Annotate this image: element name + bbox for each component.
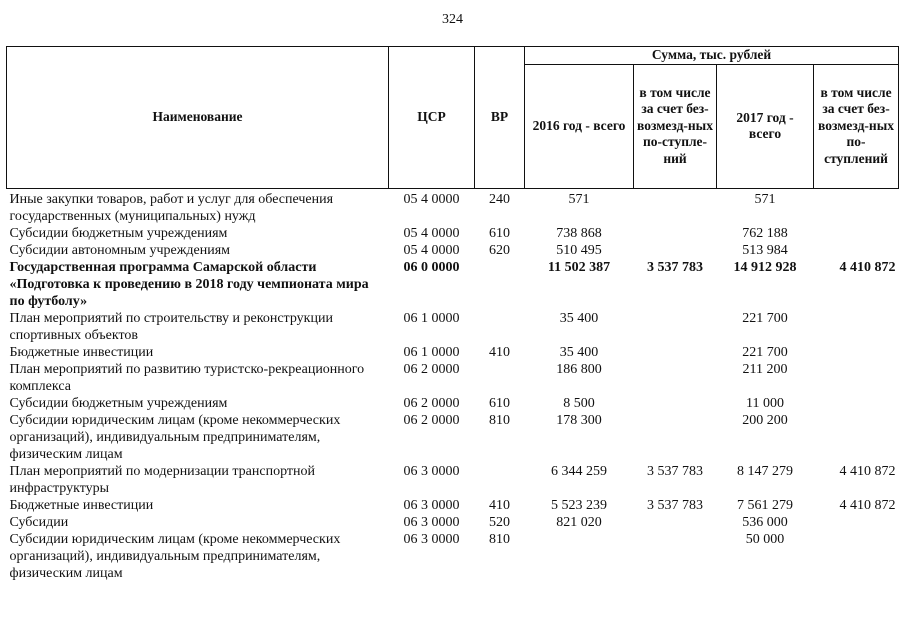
table-body [7, 188, 899, 582]
cell-2017-free [814, 395, 899, 412]
cell-vr: 410 [489, 497, 510, 513]
table-row [7, 188, 899, 225]
cell-2016-free: 3 537 783 [647, 497, 703, 513]
cell-csr: 06 1 0000 [403, 310, 460, 326]
table-row [7, 497, 899, 514]
header-2016-total: 2016 год - всего [525, 64, 634, 188]
cell-vr [475, 463, 525, 497]
cell-name: Бюджетные инвестиции [9, 344, 154, 360]
cell-2017-total: 571 [754, 191, 776, 207]
cell-vr: 610 [489, 225, 510, 241]
cell-csr: 06 1 0000 [403, 344, 460, 360]
cell-csr: 06 3 0000 [403, 531, 460, 547]
cell-2016-free [634, 361, 717, 395]
cell-name: План мероприятий по строительству и реконструкции спортивных объектов [9, 310, 333, 343]
header-2017-free: в том числе за счет без-возмезд-ных по-ступлений [814, 64, 899, 188]
cell-csr: 06 3 0000 [403, 497, 460, 513]
header-vr: ВР [475, 47, 525, 189]
cell-2016-total: 738 868 [556, 225, 602, 241]
cell-2016-free [634, 242, 717, 259]
table-row [7, 259, 899, 310]
header-sum-group: Сумма, тыс. рублей [525, 47, 899, 65]
header-csr: ЦСР [389, 47, 475, 189]
table-row [7, 412, 899, 463]
table-row [7, 344, 899, 361]
cell-vr [475, 361, 525, 395]
cell-2017-free [814, 412, 899, 463]
cell-csr: 06 2 0000 [403, 395, 460, 411]
table-header [7, 47, 899, 189]
cell-2016-total: 5 523 239 [551, 497, 607, 513]
cell-csr: 05 4 0000 [403, 225, 460, 241]
cell-2017-total: 221 700 [742, 310, 788, 326]
table-row [7, 225, 899, 242]
cell-2016-total: 571 [568, 191, 590, 207]
cell-2016-total: 186 800 [556, 361, 602, 377]
header-name: Наименование [7, 47, 389, 189]
cell-2017-free [814, 361, 899, 395]
cell-vr: 410 [489, 344, 510, 360]
cell-name: Субсидии бюджетным учреждениям [9, 225, 228, 241]
cell-vr [475, 259, 525, 310]
budget-table [6, 46, 899, 582]
cell-name: Иные закупки товаров, работ и услуг для обеспечения государственных (муниципальных) нужд [9, 191, 334, 224]
cell-csr: 06 3 0000 [403, 514, 460, 530]
cell-2016-total: 6 344 259 [551, 463, 607, 479]
cell-2017-free: 4 410 872 [839, 259, 896, 275]
cell-2016-total: 510 495 [556, 242, 602, 258]
cell-2016-total: 8 500 [563, 395, 595, 411]
cell-2017-total: 14 912 928 [733, 259, 797, 275]
cell-vr: 520 [489, 514, 510, 530]
cell-2016-free [634, 395, 717, 412]
cell-2017-total: 211 200 [742, 361, 788, 377]
cell-csr: 05 4 0000 [403, 191, 460, 207]
cell-2017-total: 221 700 [742, 344, 788, 360]
cell-2016-total: 178 300 [556, 412, 602, 428]
cell-2017-total: 513 984 [742, 242, 788, 258]
cell-2016-free [634, 225, 717, 242]
cell-vr: 610 [489, 395, 510, 411]
cell-vr: 240 [489, 191, 510, 207]
cell-2017-free [814, 188, 899, 225]
cell-2017-total: 7 561 279 [737, 497, 793, 513]
cell-2016-free [634, 344, 717, 361]
cell-name: Государственная программа Самарской области «Подготовка к проведению в 2018 году чемпионата мира по футболу» [9, 259, 369, 309]
cell-2017-total: 536 000 [742, 514, 788, 530]
cell-2017-free: 4 410 872 [839, 463, 896, 479]
cell-2016-free [634, 188, 717, 225]
cell-2016-total: 35 400 [559, 344, 599, 360]
cell-name: Субсидии бюджетным учреждениям [9, 395, 228, 411]
table-row [7, 361, 899, 395]
cell-2017-free [814, 242, 899, 259]
table-row [7, 395, 899, 412]
cell-csr: 05 4 0000 [403, 242, 460, 258]
cell-2016-total [525, 531, 634, 582]
cell-csr: 06 0 0000 [403, 259, 460, 275]
cell-2016-free: 3 537 783 [647, 259, 703, 275]
cell-2016-free: 3 537 783 [647, 463, 703, 479]
cell-2016-free [634, 531, 717, 582]
cell-2017-free [814, 310, 899, 344]
page-number: 324 [442, 12, 463, 27]
cell-2017-total: 8 147 279 [737, 463, 793, 479]
cell-2017-free: 4 410 872 [839, 497, 896, 513]
cell-vr: 620 [489, 242, 510, 258]
cell-2016-free [634, 412, 717, 463]
cell-2017-total: 762 188 [742, 225, 788, 241]
cell-2016-total: 35 400 [559, 310, 599, 326]
header-2016-free: в том числе за счет без-возмезд-ных по-ступле-ний [634, 64, 717, 188]
cell-name: План мероприятий по модернизации транспортной инфраструктуры [9, 463, 316, 496]
cell-csr: 06 2 0000 [403, 361, 460, 377]
table-row [7, 463, 899, 497]
cell-2016-total: 821 020 [556, 514, 602, 530]
cell-2016-free [634, 310, 717, 344]
cell-name: Бюджетные инвестиции [9, 497, 154, 513]
cell-name: Субсидии автономным учреждениям [9, 242, 231, 258]
table-row [7, 531, 899, 582]
cell-2016-total: 11 502 387 [547, 259, 611, 275]
table-row [7, 242, 899, 259]
cell-2017-free [814, 344, 899, 361]
cell-2017-free [814, 531, 899, 582]
cell-vr: 810 [489, 531, 510, 547]
cell-2016-free [634, 514, 717, 531]
cell-vr [475, 310, 525, 344]
cell-name: План мероприятий по развитию туристско-рекреационного комплекса [9, 361, 365, 394]
cell-csr: 06 3 0000 [403, 463, 460, 479]
table-row [7, 310, 899, 344]
cell-2017-total: 11 000 [746, 395, 784, 411]
cell-name: Субсидии юридическим лицам (кроме некоммерческих организаций), индивидуальным предпринимателям, физическим лицам [9, 531, 341, 581]
cell-2017-total: 50 000 [745, 531, 785, 547]
cell-name: Субсидии юридическим лицам (кроме некоммерческих организаций), индивидуальным предпринимателям, физическим лицам [9, 412, 341, 462]
cell-csr: 06 2 0000 [403, 412, 460, 428]
cell-2017-total: 200 200 [742, 412, 788, 428]
cell-vr: 810 [489, 412, 510, 428]
header-2017-total: 2017 год - всего [717, 64, 814, 188]
cell-2017-free [814, 225, 899, 242]
table-row [7, 514, 899, 531]
cell-2017-free [814, 514, 899, 531]
cell-name: Субсидии [9, 514, 69, 530]
